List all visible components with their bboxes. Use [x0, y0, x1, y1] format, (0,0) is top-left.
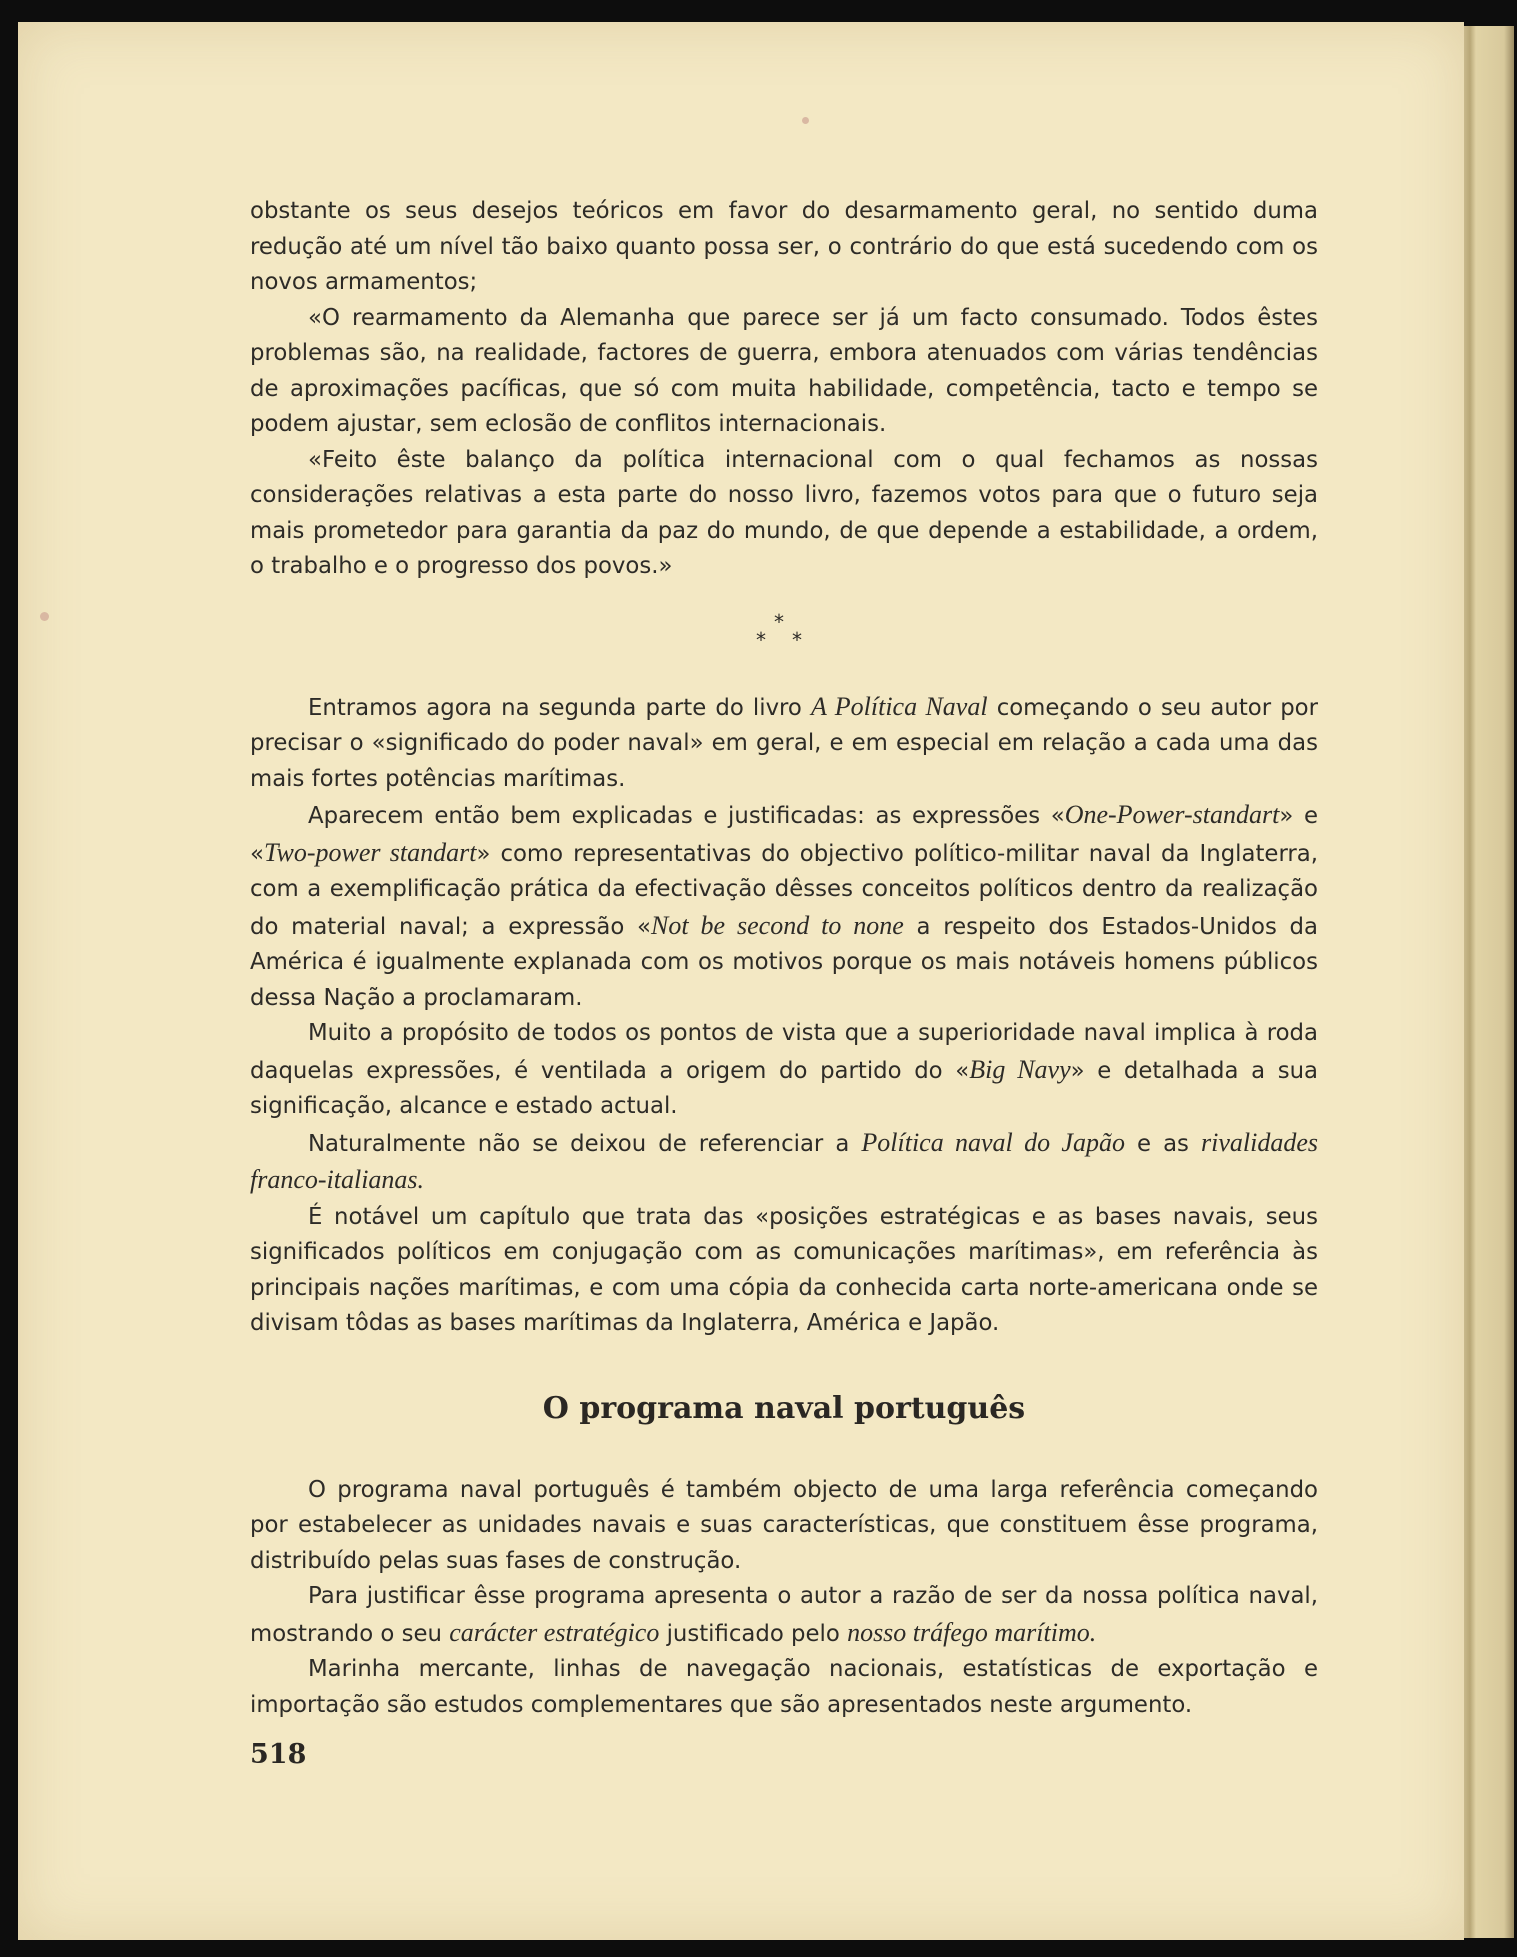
- text-run: justificado pelo: [659, 1620, 848, 1647]
- paragraph-expressions: [250, 797, 1318, 1016]
- text-run: Naturalmente não se deixou de referenciar a: [308, 1130, 862, 1157]
- paragraph-strategic-positions: É notável um capítulo que trata das «posições estratégicas e as bases navais, seus significados políticos em conjugação com as comunicações marítimas», em referência às principais nações marítimas, e com uma cópia da conhecida carta norte-americana onde se divisam tôdas as bases marítimas da Inglaterra, América e Japão.: [250, 1203, 1318, 1336]
- text-run: Para justificar êsse programa apresenta o autor a razão de ser da nossa política naval, mostrando o seu: [250, 1583, 1318, 1647]
- text-run: a respeito dos Estados-Unidos da América é igualmente explanada com os motivos porque os mais notáveis homens públicos dessa Nação a proclamaram.: [250, 913, 1318, 1011]
- italic-term: Política naval do Japão: [861, 1127, 1125, 1157]
- italic-term: Not be second to none: [651, 910, 904, 940]
- paragraph-quote-balance: «Feito êste balanço da política internacional com o qual fechamos as nossas considerações relativas a esta parte do nosso livro, fazemos votos para que o futuro seja mais prometedor para garantia da paz do mundo, de que depende a estabilidade, a ordem, o trabalho e o progresso dos povos.»: [250, 446, 1318, 579]
- italic-term: One-Power-standart: [1064, 800, 1280, 829]
- asterism-divider: [250, 585, 1318, 689]
- text-run: e as: [1124, 1130, 1201, 1157]
- paragraph-programa: O programa naval português é também objecto de uma larga referência começando por estabelecer as unidades navais e suas características, que constituem êsse programa, distribuído pelas suas fases de construção.: [250, 1476, 1318, 1574]
- paper-stain: [802, 117, 809, 124]
- paragraph-merchant-marine: Marinha mercante, linhas de navegação nacionais, estatísticas de exportação e importação são estudos complementares que são apresentados neste argumento.: [250, 1656, 1318, 1718]
- paragraph-big-navy: [250, 1016, 1318, 1125]
- text-run: » e detalhada a sua significação, alcance e estado actual.: [250, 1057, 1319, 1119]
- text-run: » como representativas do objectivo político-militar naval da Inglaterra, com a exemplificação prática da efectivação dêsses conceitos políticos dentro da realização do material naval; a expressão «: [250, 840, 1319, 940]
- italic-term: carácter estratégico: [449, 1617, 660, 1647]
- italic-term: nosso tráfego marítimo.: [847, 1617, 1097, 1647]
- italic-term: Two-power standart: [263, 837, 477, 867]
- text-run: começando o seu autor por precisar o «significado do poder naval» em geral, e em especial em relação a cada uma das mais fortes potências marítimas.: [250, 694, 1318, 792]
- section-title: O programa naval português: [542, 1390, 1026, 1426]
- asterism-star: *: [792, 627, 802, 652]
- text-run: Aparecem então bem explicadas e justificadas: as expressões «: [308, 803, 1065, 829]
- asterism-star: *: [756, 627, 766, 652]
- paragraph-second-part: [250, 689, 1318, 798]
- asterism-star: *: [774, 609, 784, 634]
- page-edge: [1464, 26, 1514, 1938]
- paragraph-justify-program: [250, 1579, 1318, 1652]
- italic-term: Big Navy: [969, 1054, 1071, 1084]
- text-run: » e «: [250, 803, 1318, 867]
- text-run: Muito a propósito de todos os pontos de vista que a superioridade naval implica à roda daquelas expressões, é ventilada a origem do partido do «: [250, 1020, 1318, 1084]
- paragraph-quote-rearmament: «O rearmamento da Alemanha que parece ser já um facto consumado. Todos êstes problemas são, na realidade, factores de guerra, embora atenuados com várias tendências de aproximações pacíficas, que só com muita habilidade, competência, tacto e tempo se podem ajustar, sem eclosão de conflitos internacionais.: [250, 304, 1318, 437]
- paragraph-continuation: obstante os seus desejos teóricos em favor do desarmamento geral, no sentido duma redução até um nível tão baixo quanto possa ser, o contrário do que está sucedendo com os novos armamentos;: [250, 198, 1318, 295]
- book-title-italic: A Política Naval: [811, 691, 988, 721]
- italic-term: rivalidades franco-italianas.: [250, 1127, 1318, 1194]
- text-body: [250, 194, 1318, 1775]
- paper-stain: [40, 612, 49, 621]
- page-number: 518: [250, 1739, 307, 1770]
- paragraph-japan: [250, 1125, 1318, 1200]
- text-run: Entramos agora na segunda parte do livro: [308, 694, 811, 721]
